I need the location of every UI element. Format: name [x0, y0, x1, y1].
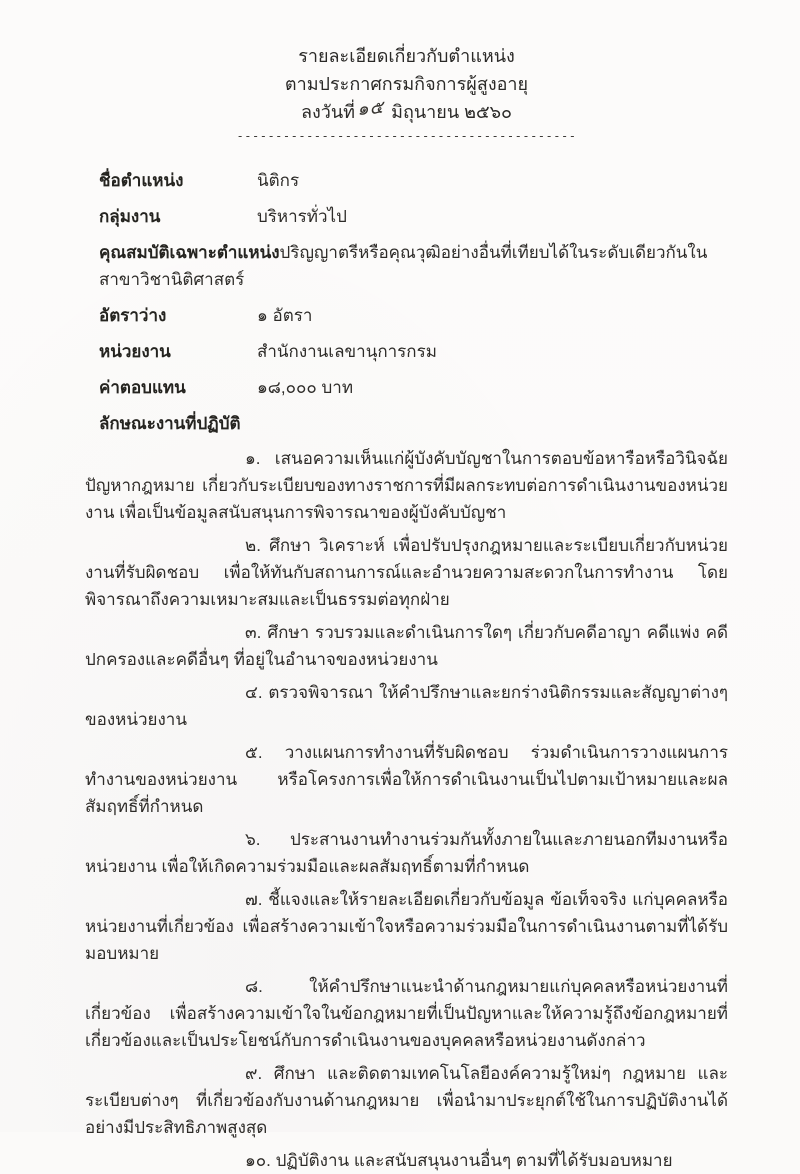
field-value-position-name: นิติกร [257, 171, 300, 190]
header-date-line [85, 98, 728, 126]
field-label-qualification: คุณสมบัติเฉพาะตำแหน่ง [99, 243, 280, 262]
field-row-vacancy [85, 302, 728, 329]
duties-heading: ลักษณะงานที่ปฏิบัติ [99, 414, 241, 433]
duty-item-1: ๑. เสนอความเห็นแก่ผู้บังคับบัญชาในการตอบข้อหารือหรือวินิจฉัยปัญหากฎหมาย เกี่ยวกับระเบียบของทางราชการที่มีผลกระทบต่อการดำเนินงานของหน่วยงาน เพื่อเป็นข้อมูลสนับสนุนการพิจารณาของผู้บังคับบัญชา [85, 449, 728, 522]
header-line-2: ตามประกาศกรมกิจการผู้สูงอายุ [284, 74, 529, 94]
field-value-work-group: บริหารทั่วไป [257, 207, 347, 226]
field-value-qualification: ปริญญาตรีหรือคุณวุฒิอย่างอื่นที่เทียบได้ในระดับเดียวกันในสาขาวิชานิติศาสตร์ [99, 243, 708, 289]
field-label-department: หน่วยงาน [99, 342, 171, 361]
field-row-department [85, 338, 728, 365]
duty-item-9: ๙. ศึกษา และติดตามเทคโนโลยีองค์ความรู้ใหม่ๆ กฎหมาย และระเบียบต่างๆ ที่เกี่ยวข้องกับงานด้านกฎหมาย เพื่อนำมาประยุกต์ใช้ในการปฏิบัติงานได้อย่างมีประสิทธิภาพสูงสุด [85, 1064, 728, 1137]
duty-item-2: ๒. ศึกษา วิเคราะห์ เพื่อปรับปรุงกฎหมายและระเบียบเกี่ยวกับหน่วยงานที่รับผิดชอบ เพื่อให้ทันกับสถานการณ์และอำนวยความสะดวกในการทำงาน โดยพิจารณาถึงความเหมาะสมและเป็นธรรมต่อทุกฝ่าย [85, 536, 728, 609]
position-info-fields [85, 167, 728, 401]
field-label-vacancy: อัตราว่าง [99, 306, 167, 325]
duty-item-7: ๗. ชี้แจงและให้รายละเอียดเกี่ยวกับข้อมูล ข้อเท็จจริง แก่บุคคลหรือหน่วยงานที่เกี่ยวข้อง เพื่อสร้างความเข้าใจหรือความร่วมมือในการดำเนินงานตามที่ได้รับมอบหมาย [85, 890, 728, 963]
field-row-qualification [85, 239, 728, 293]
field-label-work-group: กลุ่มงาน [99, 207, 161, 226]
field-row-compensation [85, 374, 728, 401]
document-header [85, 42, 728, 143]
date-prefix: ลงวันที่ [300, 102, 356, 122]
duties-list [85, 445, 728, 1174]
field-value-compensation: ๑๘,๐๐๐ บาท [257, 378, 354, 397]
field-label-position-name: ชื่อตำแหน่ง [99, 171, 184, 190]
field-value-vacancy: ๑ อัตรา [257, 306, 313, 325]
field-row-work-group [85, 203, 728, 230]
duty-item-6: ๖. ประสานงานทำงานร่วมกันทั้งภายในและภายนอกทีมงานหรือหน่วยงาน เพื่อให้เกิดความร่วมมือและผลสัมฤทธิ์ตามที่กำหนด [85, 830, 728, 876]
duty-item-5: ๕. วางแผนการทำงานที่รับผิดชอบ ร่วมดำเนินการวางแผนการทำงานของหน่วยงาน หรือโครงการเพื่อให้การดำเนินงานเป็นไปตามเป้าหมายและผลสัมฤทธิ์ที่กำหนด [85, 743, 728, 816]
duty-item-8: ๘. ให้คำปรึกษาแนะนำด้านกฎหมายแก่บุคคลหรือหน่วยงานที่เกี่ยวข้อง เพื่อสร้างความเข้าใจในข้อกฎหมายที่เป็นปัญหาและให้ความรู้ถึงข้อกฎหมายที่เกี่ยวข้องและเป็นประโยชน์กับการดำเนินงานของบุคคลหรือหน่วยงานดังกล่าว [85, 977, 728, 1050]
duty-item-10: ๑๐. ปฏิบัติงาน และสนับสนุนงานอื่นๆ ตามที่ได้รับมอบหมาย [245, 1151, 673, 1170]
field-value-department: สำนักงานเลขานุการกรม [257, 342, 437, 361]
header-line-1: รายละเอียดเกี่ยวกับตำแหน่ง [298, 46, 515, 66]
handwritten-date-day: ๑๕ [356, 96, 385, 120]
duty-item-3: ๓. ศึกษา รวบรวมและดำเนินการใดๆ เกี่ยวกับคดีอาญา คดีแพ่ง คดีปกครองและคดีอื่นๆ ที่อยู่ในอำนาจของหน่วยงาน [85, 623, 728, 669]
field-row-position-name [85, 167, 728, 194]
date-rest: มิถุนายน ๒๕๖๐ [386, 102, 513, 122]
duty-item-4: ๔. ตรวจพิจารณา ให้คำปรึกษาและยกร่างนิติกรรมและสัญญาต่างๆ ของหน่วยงาน [85, 683, 728, 729]
field-label-compensation: ค่าตอบแทน [99, 378, 186, 397]
header-divider: -------------------------------------------- [236, 129, 577, 143]
